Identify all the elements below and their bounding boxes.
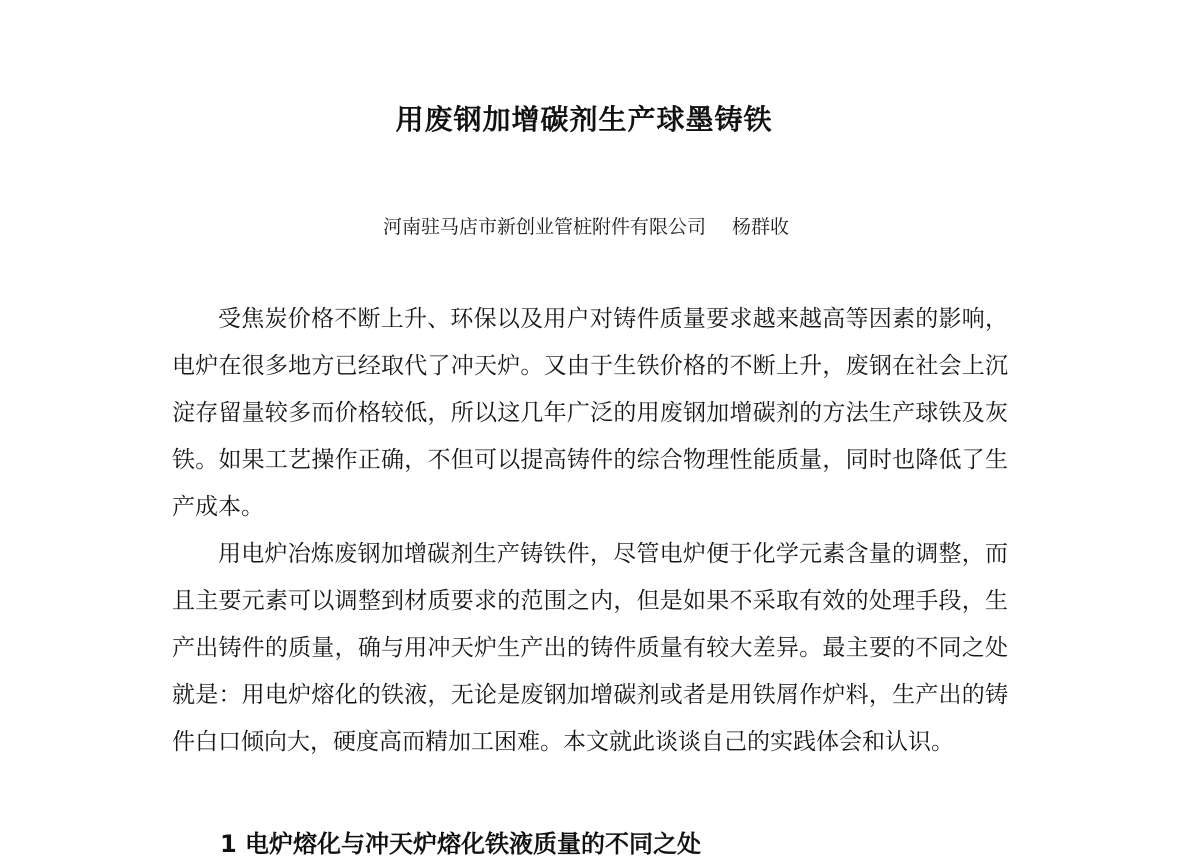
article-title: 用废钢加增碳剂生产球墨铸铁 [395,103,773,136]
article-body [172,296,1008,766]
paragraph-2: 用电炉冶炼废钢加增碳剂生产铸铁件，尽管电炉便于化学元素含量的调整，而且主要元素可以调整到材质要求的范围之内，但是如果不采取有效的处理手段，生产出铸件的质量，确与用冲天炉生产出的铸件质量有较大差异。最主要的不同之处就是：用电炉熔化的铁液，无论是废钢加增碳剂或者是用铁屑作炉料，生产出的铸件白口倾向大，硬度高而精加工困难。本文就此谈谈自己的实践体会和认识。 [172,541,1008,755]
affiliation: 河南驻马店市新创业管桩附件有限公司 [382,216,706,238]
paragraph-1: 受焦炭价格不断上升、环保以及用户对铸件质量要求越来越高等因素的影响，电炉在很多地方已经取代了冲天炉。又由于生铁价格的不断上升，废钢在社会上沉淀存留量较多而价格较低，所以这几年广泛的用废钢加增碳剂的方法生产球铁及灰铁。如果工艺操作正确，不但可以提高铸件的综合物理性能质量，同时也降低了生产成本。 [172,306,1008,520]
author-name: 杨群收 [732,216,790,238]
byline [0,212,1172,239]
section-heading: 1 电炉熔化与冲天炉熔化铁液质量的不同之处 [220,830,702,858]
